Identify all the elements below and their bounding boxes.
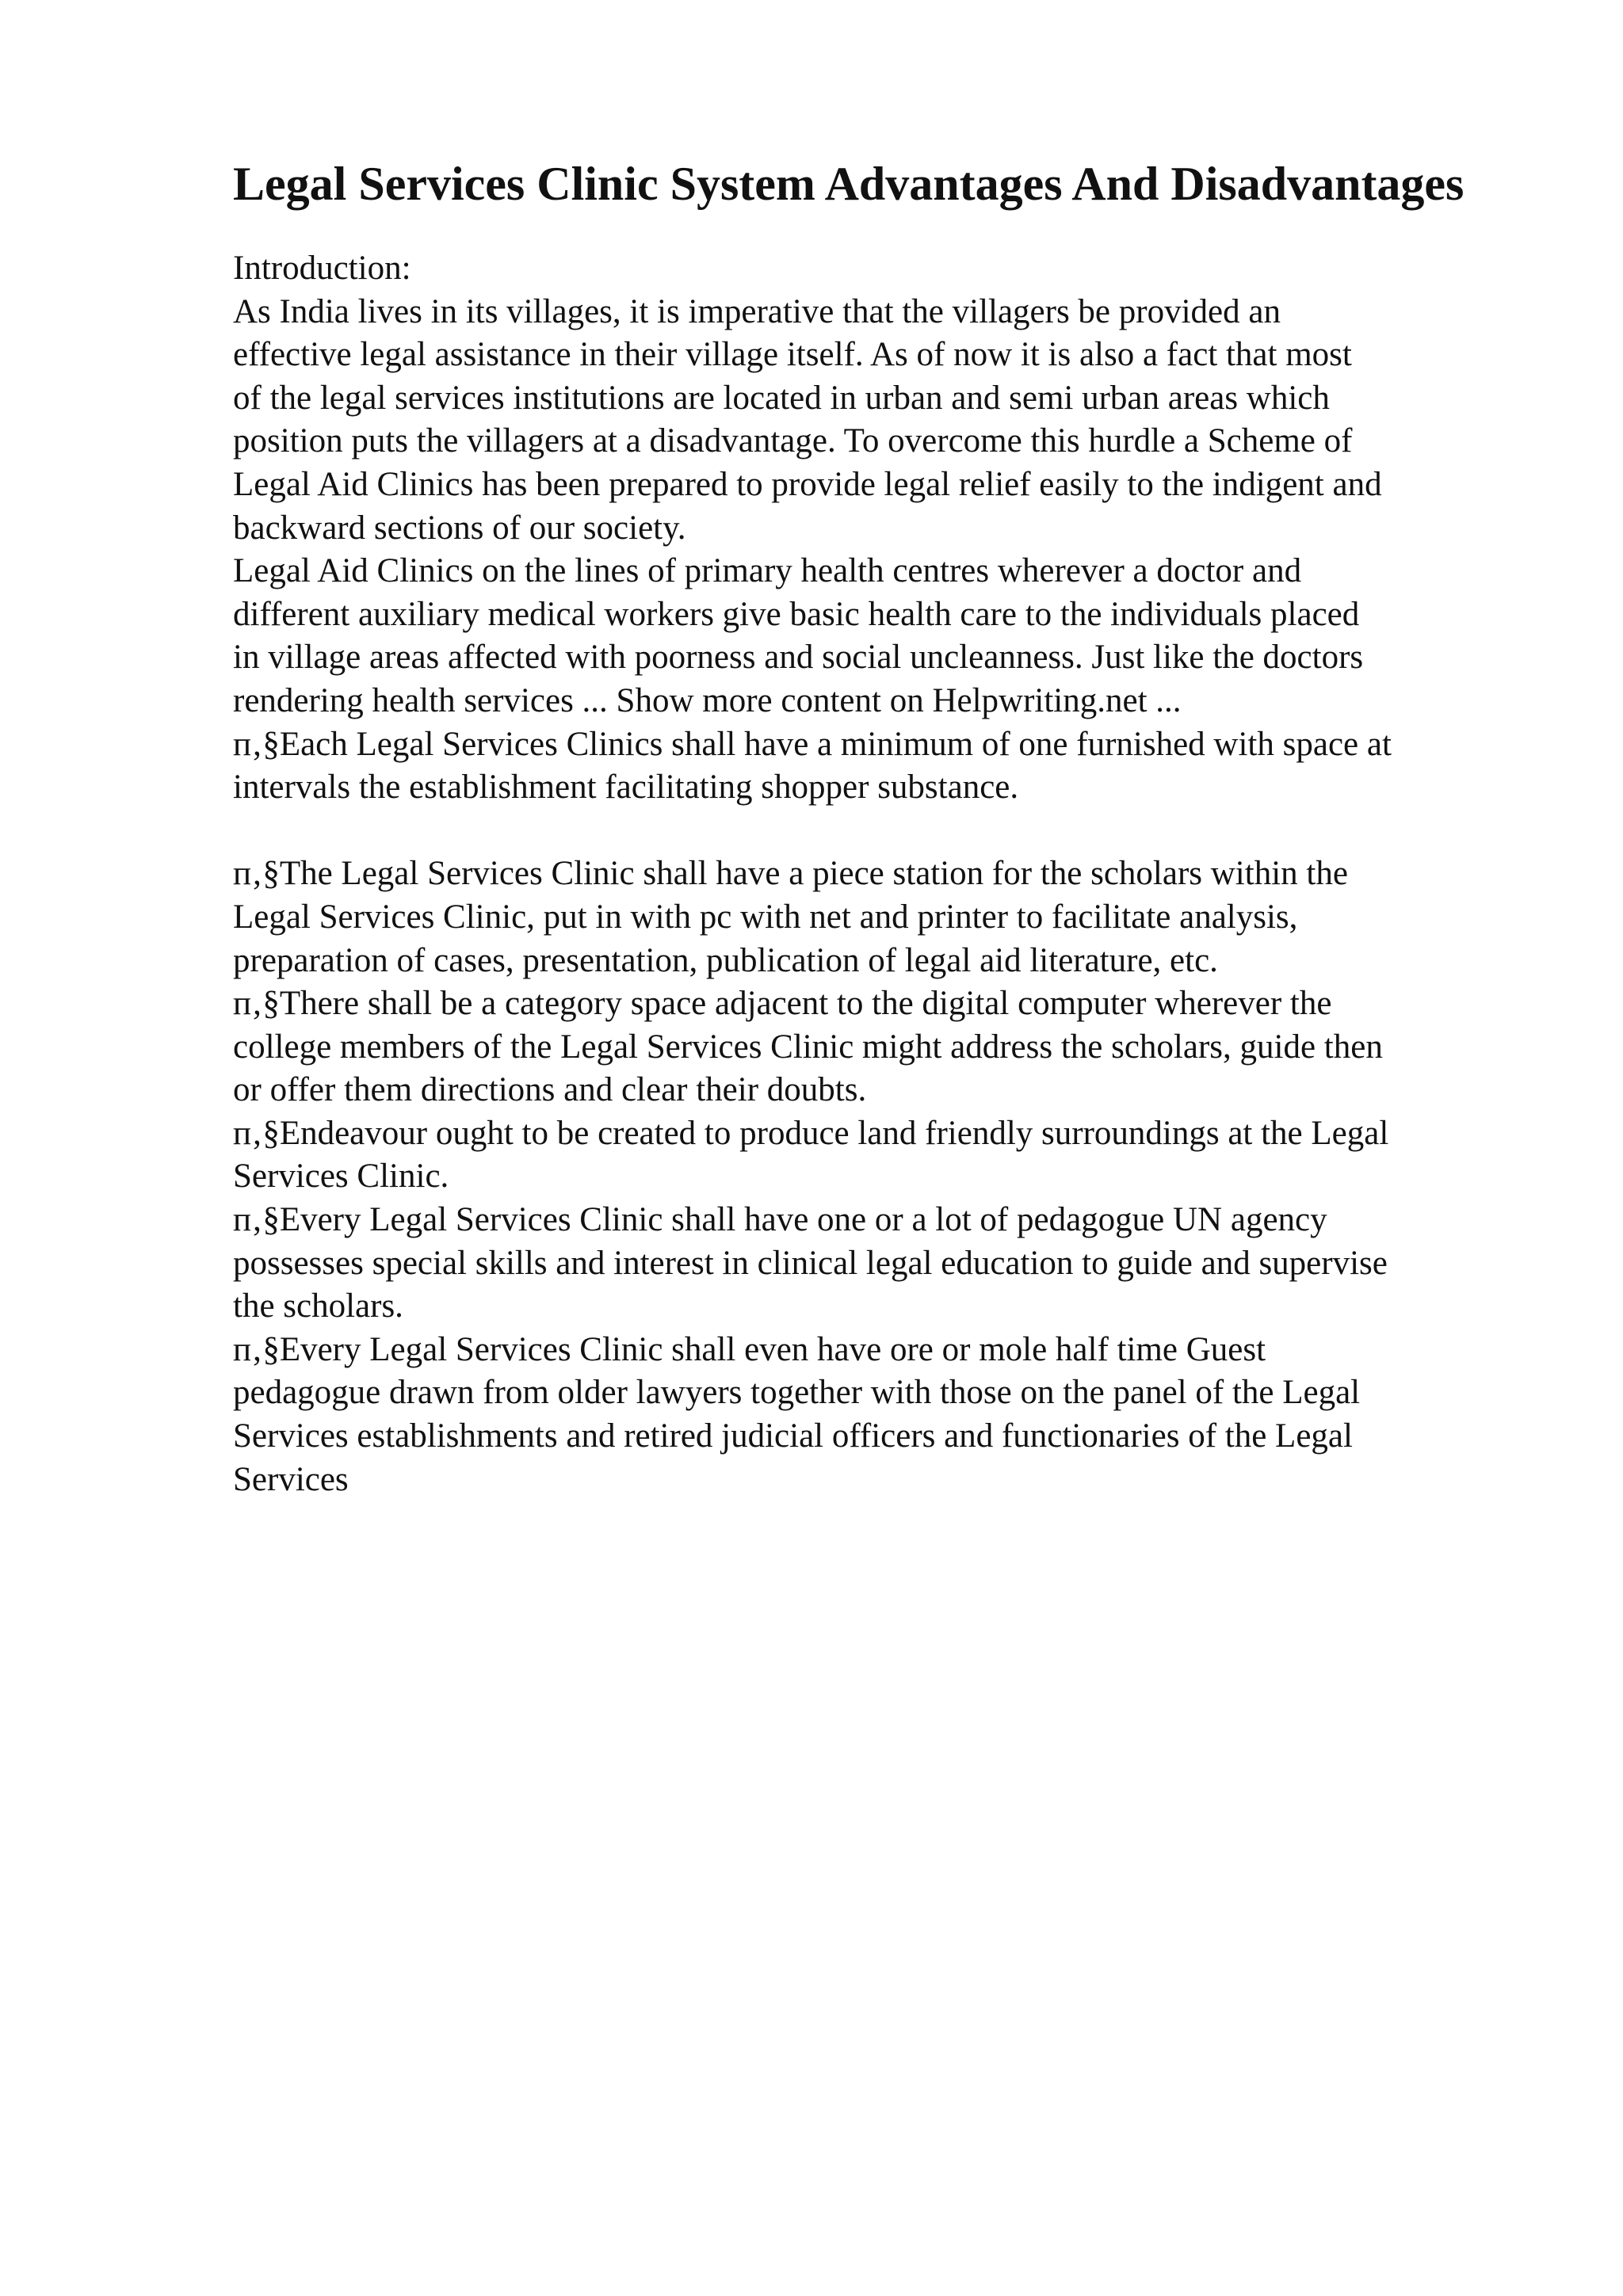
text-line: different auxiliary medical workers give basic health care to the individuals placed	[233, 595, 1360, 633]
text-line: rendering health services ... Show more content on Helpwriting.net ...	[233, 681, 1182, 719]
text-line: Services	[233, 1460, 349, 1498]
text-line: of the legal services institutions are located in urban and semi urban areas which	[233, 379, 1330, 417]
text-line: preparation of cases, presentation, publication of legal aid literature, etc.	[233, 941, 1218, 979]
text-line: backward sections of our society.	[233, 509, 686, 547]
text-line: college members of the Legal Services Clinic might address the scholars, guide then	[233, 1028, 1383, 1066]
text-line: Legal Aid Clinics on the lines of primary health centres wherever a doctor and	[233, 552, 1302, 590]
document-title: Legal Services Clinic System Advantages And Disadvantages	[233, 158, 1465, 210]
text-line: or offer them directions and clear their doubts.	[233, 1071, 867, 1109]
text-line: п‚§Endeavour ought to be created to produce land friendly surroundings at the Legal	[233, 1114, 1389, 1152]
text-line: п‚§Every Legal Services Clinic shall even have ore or mole half time Guest	[233, 1330, 1266, 1368]
text-line: Services Clinic.	[233, 1158, 449, 1196]
text-line: п‚§Every Legal Services Clinic shall have one or a lot of pedagogue UN agency	[233, 1201, 1327, 1239]
text-line: the scholars.	[233, 1287, 403, 1325]
text-line: possesses special skills and interest in clinical legal education to guide and supervise	[233, 1244, 1388, 1282]
text-line: Services establishments and retired judicial officers and functionaries of the Legal	[233, 1417, 1353, 1455]
text-line: pedagogue drawn from older lawyers together with those on the panel of the Legal	[233, 1374, 1361, 1412]
text-line: п‚§The Legal Services Clinic shall have a piece station for the scholars within the	[233, 855, 1348, 893]
text-line: Legal Services Clinic, put in with pc with net and printer to facilitate analysis,	[233, 898, 1298, 936]
paragraph-spacer	[233, 810, 1517, 853]
text-line: effective legal assistance in their village itself. As of now it is also a fact that most	[233, 336, 1352, 374]
text-line: Legal Aid Clinics has been prepared to provide legal relief easily to the indigent and	[233, 465, 1382, 503]
text-line: п‚§There shall be a category space adjacent to the digital computer wherever the	[233, 985, 1332, 1023]
text-line: in village areas affected with poorness and social uncleanness. Just like the doctors	[233, 639, 1364, 677]
text-line: Introduction:	[233, 250, 411, 287]
text-line: As India lives in its villages, it is imperative that the villagers be provided an	[233, 292, 1281, 330]
text-line: intervals the establishment facilitating shopper substance.	[233, 769, 1019, 807]
document-body	[233, 247, 1517, 1501]
text-line: п‚§Each Legal Services Clinics shall have a minimum of one furnished with space at	[233, 725, 1392, 763]
text-line: position puts the villagers at a disadvantage. To overcome this hurdle a Scheme of	[233, 422, 1353, 460]
